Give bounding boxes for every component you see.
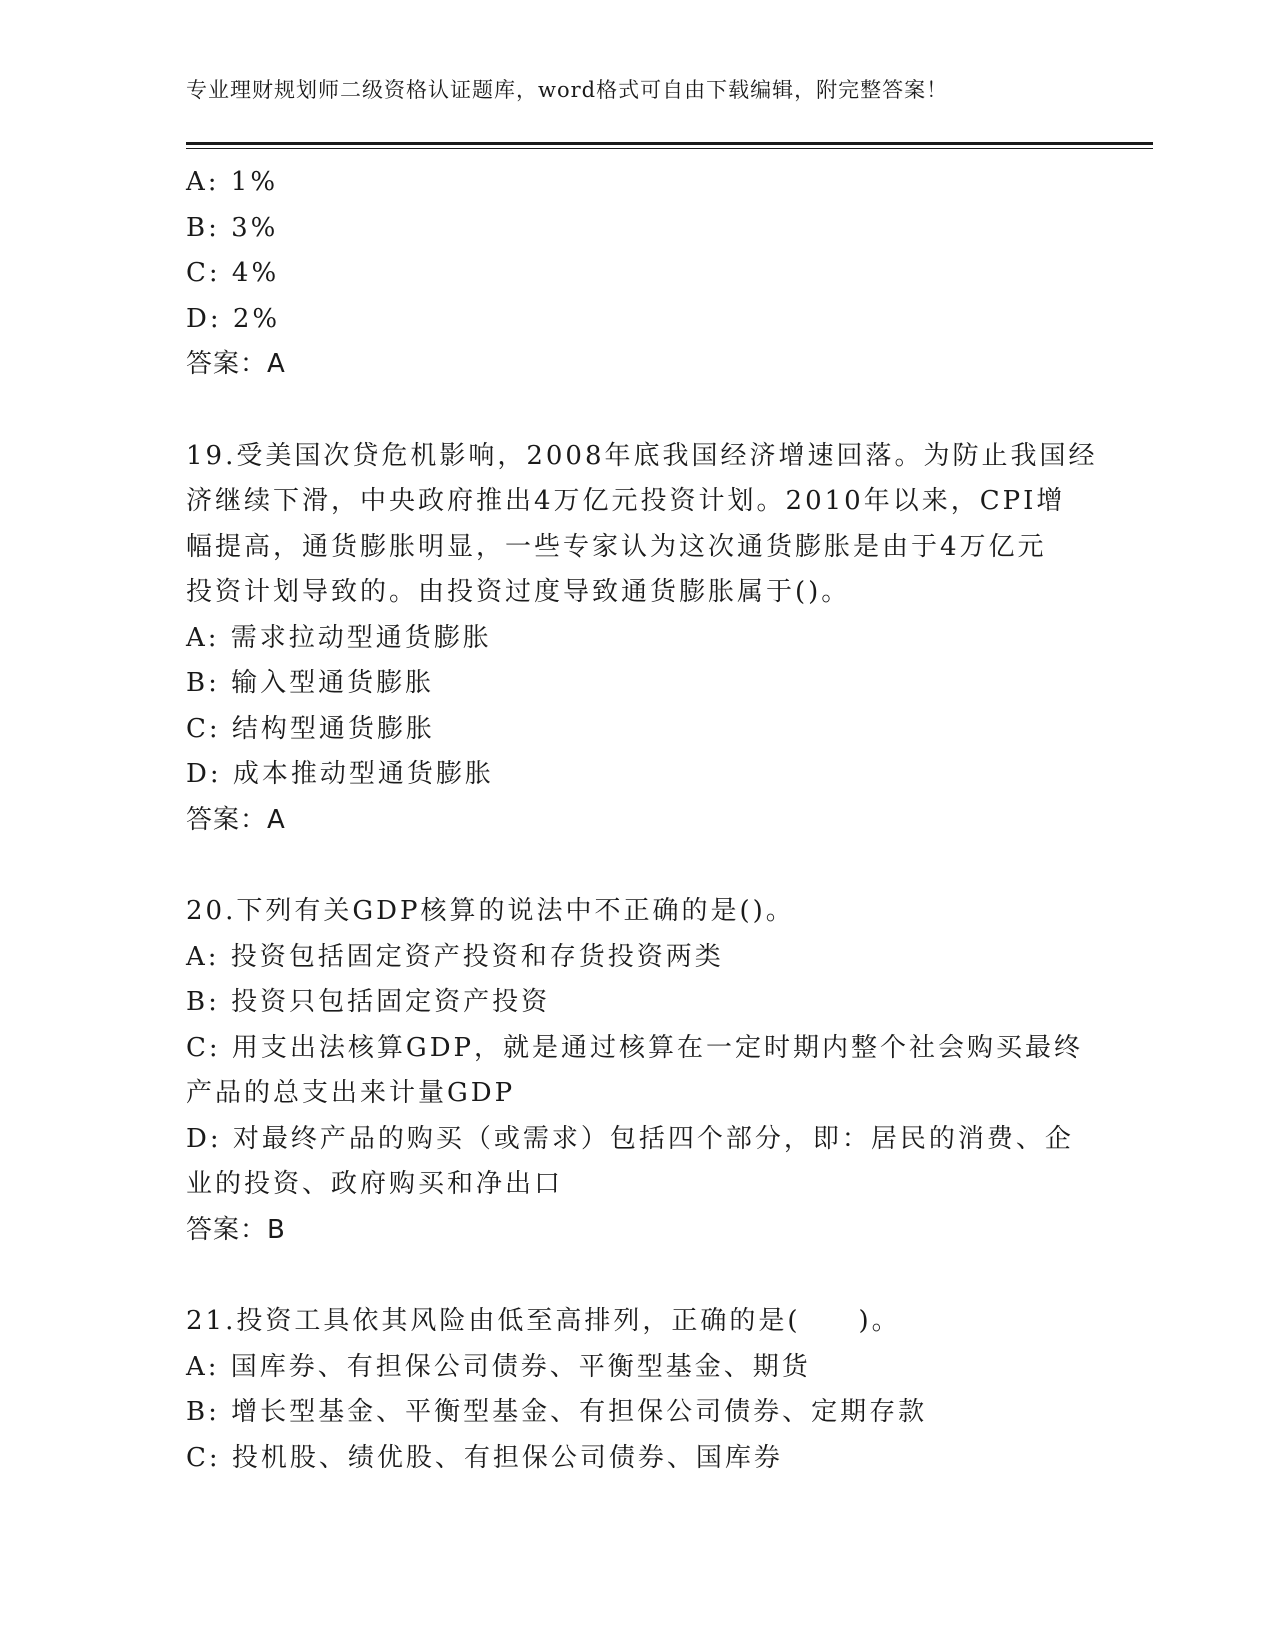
question-text-line: 20.下列有关GDP核算的说法中不正确的是()。: [186, 896, 795, 926]
answer: 答案：B: [186, 1214, 286, 1245]
question-18: [186, 160, 1086, 388]
option-c: C: 用支出法核算GDP，就是通过核算在一定时期内整个社会购买最终: [186, 1032, 1084, 1063]
question-text-line: 幅提高，通货膨胀明显，一些专家认为这次通货膨胀是由于4万亿元: [186, 531, 1047, 562]
document-body: [186, 160, 1098, 1481]
option-a: A: 需求拉动型通货膨胀: [186, 622, 492, 653]
spacer: [186, 388, 1086, 434]
option-b: B: 3%: [186, 212, 279, 243]
question-text-line: 济继续下滑，中央政府推出4万亿元投资计划。2010年以来，CPI增: [186, 486, 1066, 516]
question-20: [186, 889, 1086, 1253]
question-19: [186, 434, 1098, 844]
option-b: B: 增长型基金、平衡型基金、有担保公司债券、定期存款: [186, 1397, 928, 1427]
question-text-line: 投资计划导致的。由投资过度导致通货膨胀属于()。: [186, 577, 851, 607]
option-a: A: 投资包括固定资产投资和存货投资两类: [186, 941, 724, 972]
page-header: 专业理财规划师二级资格认证题库，word格式可自由下载编辑，附完整答案！: [186, 78, 949, 102]
option-a: A: 国库券、有担保公司债券、平衡型基金、期货: [186, 1351, 811, 1382]
option-c: C: 结构型通货膨胀: [186, 713, 435, 744]
header-rule-thick: [186, 142, 1153, 145]
question-21: [186, 1299, 1086, 1481]
option-c-continued: 产品的总支出来计量GDP: [186, 1078, 516, 1108]
option-b: B: 投资只包括固定资产投资: [186, 987, 551, 1017]
option-c: C: 4%: [186, 258, 280, 288]
option-d-continued: 业的投资、政府购买和净出口: [186, 1169, 564, 1199]
spacer: [186, 843, 1086, 889]
option-c: C: 投机股、绩优股、有担保公司债券、国库券: [186, 1442, 783, 1473]
header-rule-thin: [186, 148, 1153, 149]
option-d: D: 2%: [186, 303, 281, 334]
answer: 答案：A: [186, 349, 286, 379]
option-d: D: 对最终产品的购买（或需求）包括四个部分，即：居民的消费、企: [186, 1123, 1074, 1154]
option-d: D: 成本推动型通货膨胀: [186, 759, 494, 789]
option-a: A: 1%: [186, 167, 279, 197]
option-b: B: 输入型通货膨胀: [186, 668, 435, 698]
answer: 答案：A: [186, 804, 286, 835]
question-text-line: 21.投资工具依其风险由低至高排列，正确的是( )。: [186, 1306, 901, 1336]
question-text-line: 19.受美国次贷危机影响，2008年底我国经济增速回落。为防止我国经: [186, 440, 1098, 471]
spacer: [186, 1253, 1086, 1299]
